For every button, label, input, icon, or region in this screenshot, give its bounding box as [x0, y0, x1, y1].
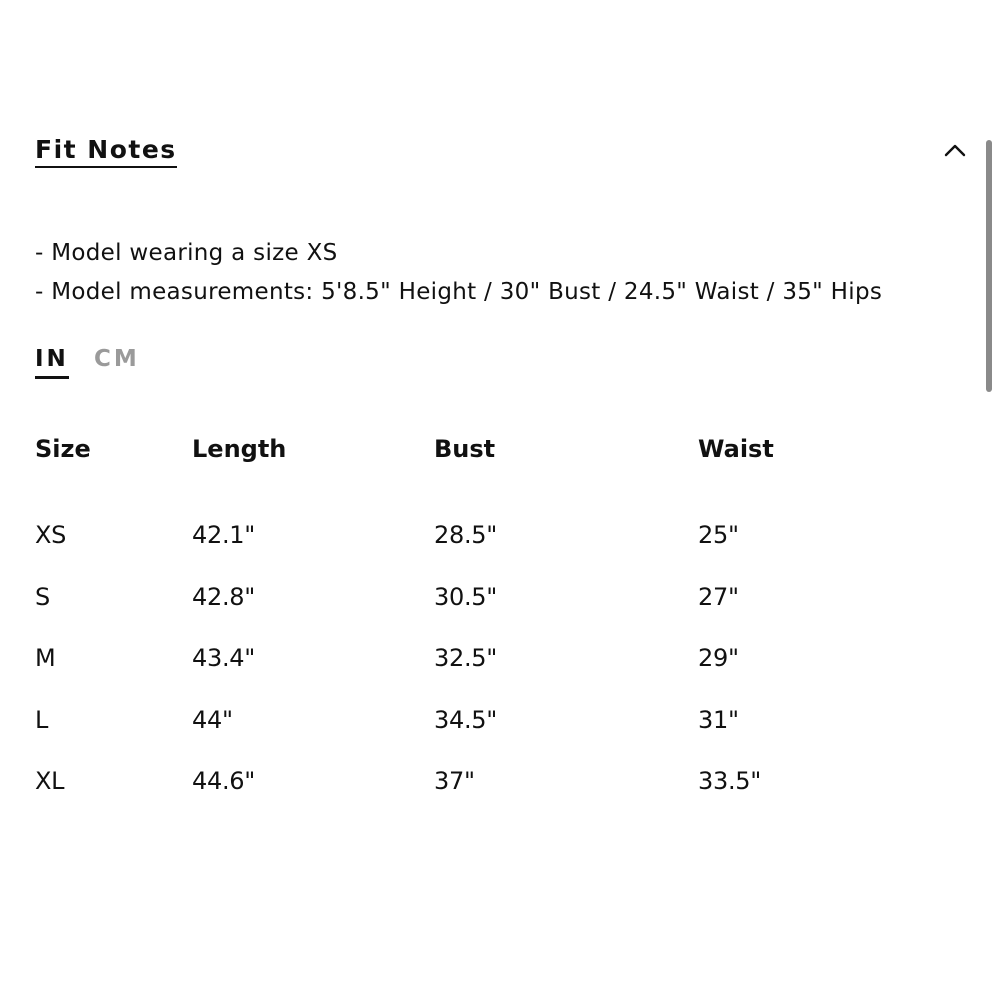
table-row [35, 644, 898, 706]
table-header-row [35, 435, 898, 521]
cell-size: M [35, 644, 56, 672]
cell-length: 42.8" [192, 582, 255, 611]
cell-bust: 30.5" [434, 582, 497, 611]
unit-tab-cm[interactable]: CM [94, 346, 140, 372]
unit-tab-in[interactable]: IN [35, 345, 69, 379]
cell-size: XL [35, 767, 65, 795]
cell-waist: 25" [698, 521, 739, 549]
size-chart-table [35, 435, 898, 829]
cell-size: S [35, 582, 50, 611]
cell-waist: 29" [698, 644, 739, 672]
cell-bust: 32.5" [434, 644, 497, 672]
table-row [35, 706, 898, 768]
fit-notes-accordion-header[interactable] [35, 133, 975, 173]
cell-bust: 28.5" [434, 521, 497, 549]
fit-notes-content [35, 234, 955, 312]
cell-waist: 27" [698, 582, 739, 611]
scrollbar-thumb[interactable] [986, 140, 992, 392]
cell-bust: 34.5" [434, 705, 497, 734]
vertical-scrollbar[interactable] [983, 140, 995, 1000]
chevron-up-icon[interactable] [943, 139, 967, 163]
cell-bust: 37" [434, 767, 475, 795]
note-model-size: - Model wearing a size XS [35, 240, 338, 266]
cell-waist: 33.5" [698, 767, 761, 795]
cell-length: 44.6" [192, 767, 255, 795]
table-row [35, 521, 898, 583]
fit-notes-title[interactable]: Fit Notes [35, 135, 177, 168]
table-row [35, 583, 898, 645]
cell-length: 44" [192, 705, 233, 734]
note-model-measurements: - Model measurements: 5'8.5" Height / 30" Bust / 24.5" Waist / 35" Hips [35, 279, 883, 305]
cell-waist: 31" [698, 705, 739, 734]
header-size: Size [35, 435, 91, 463]
cell-length: 42.1" [192, 521, 255, 549]
cell-size: XS [35, 521, 67, 549]
header-bust: Bust [434, 435, 496, 463]
table-row [35, 767, 898, 829]
cell-size: L [35, 705, 49, 734]
cell-length: 43.4" [192, 644, 255, 672]
header-waist: Waist [698, 435, 774, 463]
header-length: Length [192, 435, 287, 463]
